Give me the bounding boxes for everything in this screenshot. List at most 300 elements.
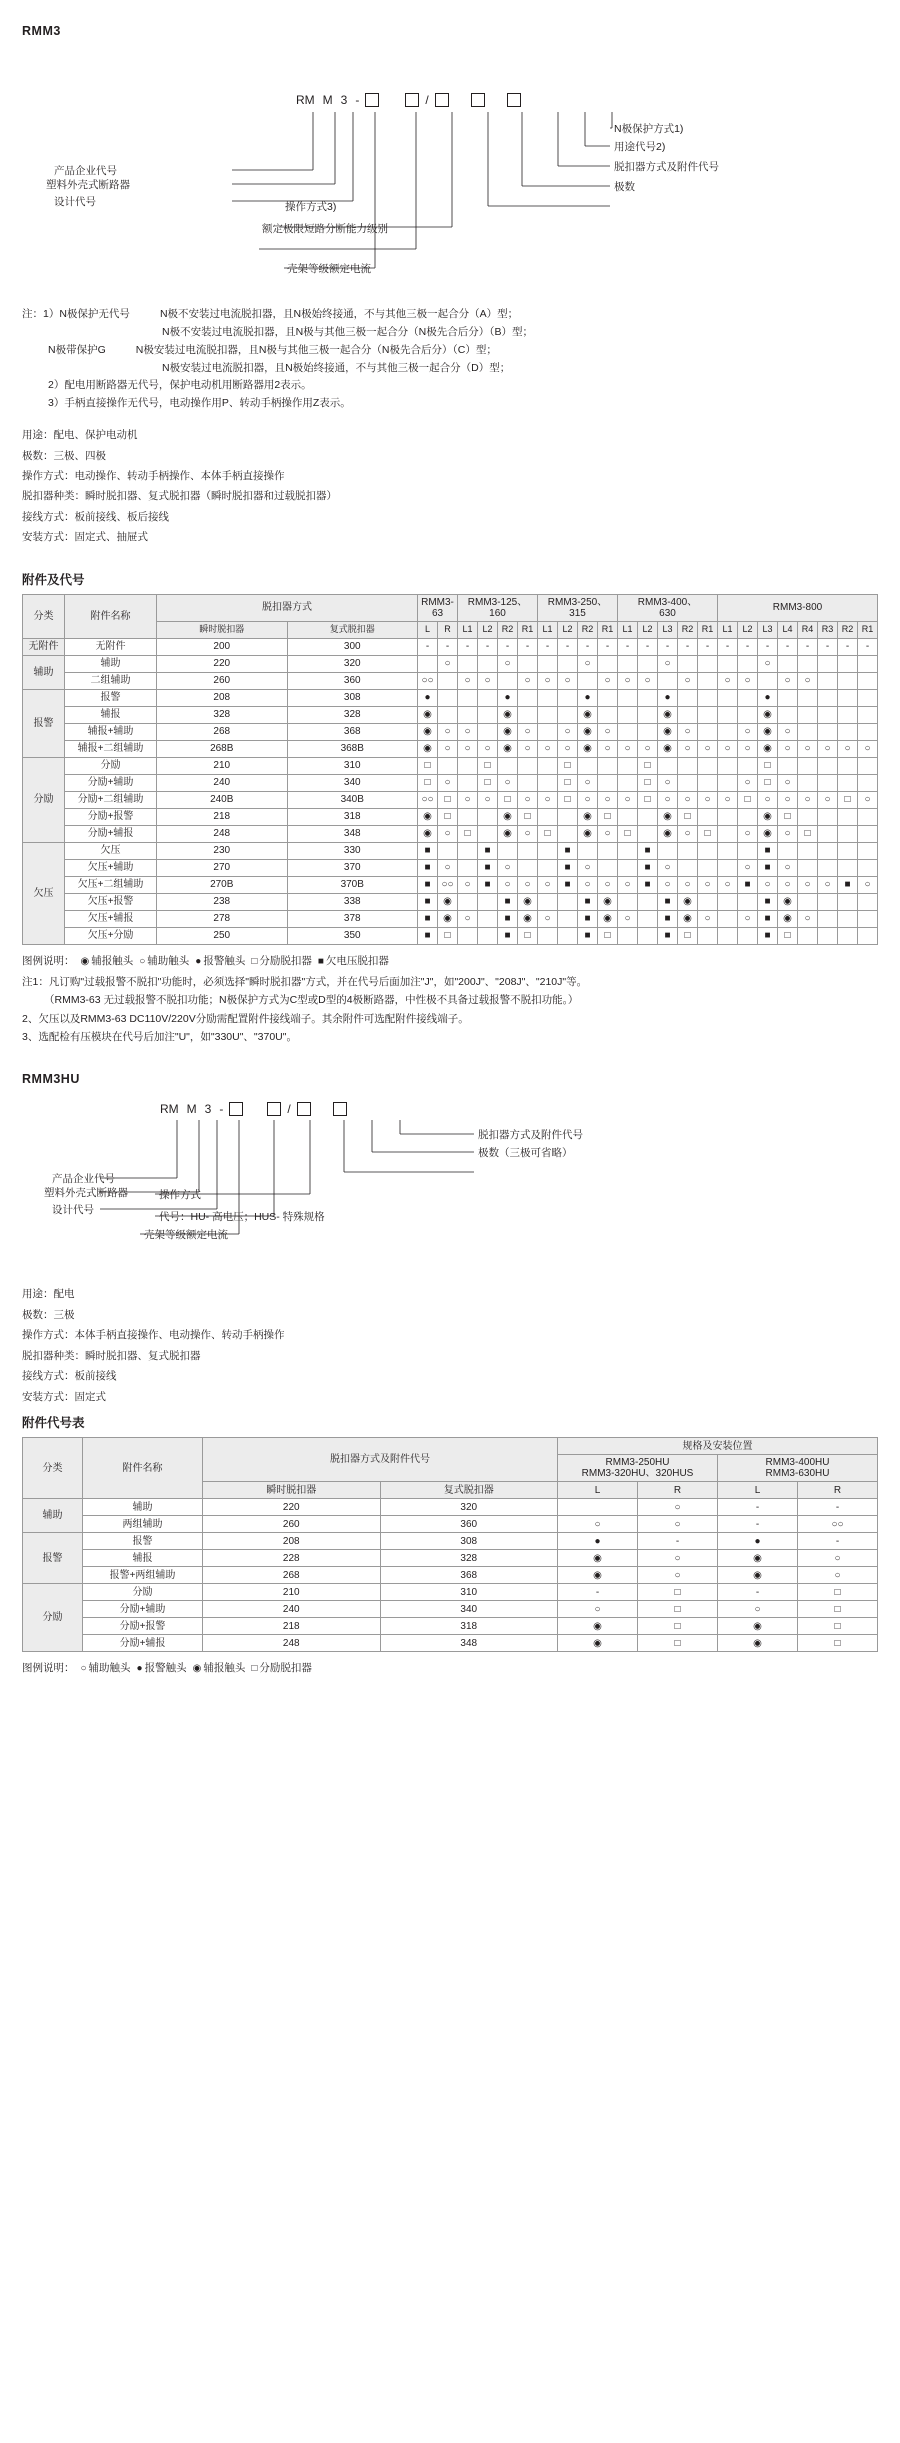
symbol-alarm-contact [424, 693, 430, 703]
symbol-shunt-release [784, 812, 790, 822]
cell-mark [718, 1516, 798, 1533]
table-row [23, 1567, 878, 1584]
cell-mark [478, 672, 498, 689]
cell-mark [638, 791, 658, 808]
spec-item: 操作方式：本体手柄直接操作、电动操作、转动手柄操作 [22, 1329, 285, 1342]
cell-mark [538, 723, 558, 740]
cell-mark [438, 859, 458, 876]
cell-mark [778, 842, 798, 859]
cell-mark [778, 825, 798, 842]
symbol-shunt-release [564, 795, 570, 805]
label-right-0: 脱扣器方式及附件代号 [478, 1129, 583, 1142]
legend-symbol [137, 1664, 143, 1674]
cell-code-instant: 270 [157, 859, 288, 876]
symbol-aux-contact [804, 676, 810, 686]
cell-mark [518, 774, 538, 791]
symbol-shunt-release [604, 931, 610, 941]
cell-mark [638, 689, 658, 706]
th-trip: 脱扣器方式 [157, 594, 418, 621]
symbol-aux-alarm-contact [763, 710, 772, 720]
table-row [23, 927, 878, 944]
th-pos-R2: R2 [578, 621, 598, 638]
symbol-dash [706, 642, 709, 652]
cell-mark [478, 774, 498, 791]
cell-mark [738, 723, 758, 740]
symbol-dash [726, 642, 729, 652]
cell-mark [778, 893, 798, 910]
symbol-shunt-release [684, 812, 690, 822]
cell-mark [658, 910, 678, 927]
symbol-aux-contact [724, 795, 730, 805]
accessory-table [22, 594, 878, 945]
symbol-dash [526, 642, 529, 652]
cell-name: 辅报 [65, 706, 157, 723]
hu-accessory-table [22, 1437, 878, 1652]
legend-prefix: 图例说明： [22, 954, 75, 967]
cell-mark [718, 910, 738, 927]
cell-mark [498, 842, 518, 859]
cell-mark [858, 638, 878, 655]
cell-mark [698, 638, 718, 655]
legend-text: 报警触头 [203, 954, 246, 967]
cell-mark [678, 791, 698, 808]
code-m: M [322, 93, 333, 107]
symbol-aux-contact [664, 795, 670, 805]
legend-text: 报警触头 [144, 1662, 187, 1675]
cell-name: 欠压 [65, 842, 157, 859]
cell-mark [458, 740, 478, 757]
th-spec: 规格及安装位置 [558, 1438, 878, 1455]
cell-mark [678, 655, 698, 672]
th-group-2: RMM3-250、 315 [538, 594, 618, 621]
cell-mark [578, 757, 598, 774]
cell-mark [418, 740, 438, 757]
cell-mark [538, 927, 558, 944]
symbol-aux-contact [524, 744, 530, 754]
symbol-aux-alarm-contact [593, 1622, 602, 1632]
cell-mark [518, 910, 538, 927]
cell-category: 无附件 [23, 638, 65, 655]
th-category: 分类 [23, 594, 65, 638]
cell-code-instant: 238 [157, 893, 288, 910]
cell-code-composite: 368B [287, 740, 418, 757]
spec-item: 用途：配电 [22, 1288, 75, 1301]
symbol-aux-contact [824, 880, 830, 890]
symbol-shunt-release [844, 795, 850, 805]
cell-mark [838, 706, 858, 723]
cell-mark [698, 655, 718, 672]
hu-accessory-legend [22, 1659, 878, 1678]
cell-mark [838, 757, 858, 774]
label-right-6: 壳架等级额定电流 [287, 263, 371, 275]
cell-mark [418, 689, 438, 706]
cell-mark [578, 859, 598, 876]
cell-mark [798, 876, 818, 893]
cell-mark [438, 842, 458, 859]
cell-mark [818, 757, 838, 774]
symbol-undervoltage-release [504, 914, 510, 924]
cell-name: 报警 [65, 689, 157, 706]
table-row [23, 638, 878, 655]
symbol-aux-alarm-contact [583, 744, 592, 754]
symbol-undervoltage-release [584, 931, 590, 941]
symbol-aux-contact [824, 795, 830, 805]
spec-item: 接线方式：板前接线、板后接线 [22, 510, 169, 523]
cell-mark [858, 842, 878, 859]
cell-mark [538, 706, 558, 723]
cell-mark [818, 740, 838, 757]
symbol-aux-contact [664, 778, 670, 788]
cell-mark [438, 927, 458, 944]
symbol-aux-alarm-contact [443, 914, 452, 924]
cell-code-instant: 268 [157, 723, 288, 740]
symbol-undervoltage-release [424, 914, 430, 924]
cell-mark [718, 1584, 798, 1601]
cell-mark [558, 1516, 638, 1533]
symbol-aux-contact [674, 1520, 680, 1530]
symbol-aux-alarm-contact [763, 727, 772, 737]
code-rm: RM [160, 1102, 179, 1117]
cell-mark [758, 672, 778, 689]
symbol-aux-alarm-contact [603, 897, 612, 907]
legend-text: 辅助触头 [88, 1662, 131, 1675]
cell-mark [678, 757, 698, 774]
cell-mark [418, 791, 438, 808]
th-pos-R1: R1 [598, 621, 618, 638]
cell-mark [638, 842, 658, 859]
cell-mark [418, 723, 438, 740]
cell-code-instant: 268B [157, 740, 288, 757]
cell-mark [618, 774, 638, 791]
cell-mark [498, 638, 518, 655]
label-right-4: 壳架等级额定电流 [144, 1229, 228, 1242]
table-row [23, 893, 878, 910]
cell-code-composite: 368 [380, 1567, 558, 1584]
table-row [23, 859, 878, 876]
symbol-aux-contact [584, 778, 590, 788]
cell-mark [638, 638, 658, 655]
cell-mark [578, 825, 598, 842]
legend-text: 辅报触头 [91, 954, 134, 967]
cell-mark [758, 740, 778, 757]
cell-mark [458, 876, 478, 893]
cell-name: 报警 [83, 1533, 203, 1550]
code-dash: - [219, 1102, 224, 1117]
cell-mark [658, 638, 678, 655]
symbol-shunt-release [644, 778, 650, 788]
cell-mark [458, 672, 478, 689]
symbol-aux-contact [724, 676, 730, 686]
cell-name: 二组辅助 [65, 672, 157, 689]
cell-mark [518, 706, 538, 723]
cell-mark [458, 757, 478, 774]
cell-mark [578, 842, 598, 859]
symbol-aux-alarm-contact [593, 1554, 602, 1564]
cell-mark [638, 1516, 718, 1533]
note-row [22, 306, 878, 324]
rmm3-model-code-diagram [22, 46, 878, 296]
cell-mark [798, 638, 818, 655]
symbol-dash [786, 642, 789, 652]
legend-symbol [139, 957, 145, 967]
table-row [23, 825, 878, 842]
th-pos-L: L [718, 1482, 798, 1499]
cell-mark [578, 876, 598, 893]
cell-mark [798, 791, 818, 808]
cell-mark [558, 1584, 638, 1601]
cell-code-composite: 308 [380, 1533, 558, 1550]
code-box-4 [333, 1102, 347, 1116]
symbol-aux-alarm-contact [583, 727, 592, 737]
cell-mark [558, 1499, 638, 1516]
symbol-aux-alarm-contact [663, 829, 672, 839]
cell-name: 两组辅助 [83, 1516, 203, 1533]
cell-mark [598, 638, 618, 655]
symbol-aux-alarm-contact [763, 812, 772, 822]
table-row [23, 1499, 878, 1516]
symbol-aux-alarm-contact [593, 1639, 602, 1649]
cell-name: 辅助 [65, 655, 157, 672]
label-left-0: 产品企业代号 [52, 1173, 115, 1186]
cell-mark [658, 842, 678, 859]
symbol-aux-contact [834, 1571, 840, 1581]
th-name: 附件名称 [65, 594, 157, 638]
symbol-alarm-contact [504, 693, 510, 703]
symbol-dash [566, 642, 569, 652]
label-right-2: 操作方式 [159, 1189, 201, 1202]
symbol-dash [836, 1503, 839, 1513]
symbol-aux-contact [604, 727, 610, 737]
cell-mark [638, 808, 658, 825]
cell-mark [638, 1584, 718, 1601]
cell-code-instant: 210 [203, 1584, 381, 1601]
cell-mark [638, 1601, 718, 1618]
cell-mark [718, 893, 738, 910]
symbol-alarm-contact [664, 693, 670, 703]
symbol-aux-contact [564, 744, 570, 754]
cell-name: 报警+两组辅助 [83, 1567, 203, 1584]
rmm3-leader-lines [22, 46, 878, 296]
symbol-aux-contact-double [831, 1520, 843, 1530]
code-box-3 [435, 93, 449, 107]
cell-mark [818, 638, 838, 655]
cell-mark [638, 740, 658, 757]
th-pos-R: R [798, 1482, 878, 1499]
cell-code-composite: 310 [380, 1584, 558, 1601]
symbol-aux-alarm-contact [753, 1554, 762, 1564]
cell-mark [498, 859, 518, 876]
symbol-shunt-release [624, 829, 630, 839]
cell-mark [798, 1601, 878, 1618]
spec-item: 脱扣器种类：瞬时脱扣器、复式脱扣器 [22, 1349, 201, 1362]
symbol-shunt-release [524, 931, 530, 941]
cell-mark [558, 740, 578, 757]
cell-mark [778, 655, 798, 672]
cell-mark [498, 893, 518, 910]
table-header-row [23, 594, 878, 621]
symbol-aux-contact [564, 727, 570, 737]
cell-mark [798, 1516, 878, 1533]
symbol-undervoltage-release [644, 880, 650, 890]
cell-name: 分励+报警 [83, 1618, 203, 1635]
symbol-aux-contact [674, 1503, 680, 1513]
cell-mark [558, 1550, 638, 1567]
cell-mark [798, 893, 818, 910]
cell-mark [478, 740, 498, 757]
symbol-dash [506, 642, 509, 652]
symbol-aux-contact [624, 676, 630, 686]
cell-mark [618, 927, 638, 944]
cell-mark [558, 1567, 638, 1584]
cell-mark [458, 638, 478, 655]
cell-mark [598, 876, 618, 893]
th-name: 附件名称 [83, 1438, 203, 1499]
symbol-aux-contact [784, 829, 790, 839]
cell-mark [678, 859, 698, 876]
cell-mark [798, 689, 818, 706]
symbol-dash [486, 642, 489, 652]
cell-code-composite: 360 [287, 672, 418, 689]
symbol-shunt-release [804, 829, 810, 839]
cell-mark [858, 893, 878, 910]
cell-mark [558, 757, 578, 774]
cell-mark [718, 825, 738, 842]
cell-mark [758, 655, 778, 672]
symbol-aux-contact [674, 1554, 680, 1564]
symbol-aux-contact [644, 676, 650, 686]
cell-mark [798, 842, 818, 859]
symbol-undervoltage-release [764, 914, 770, 924]
symbol-shunt-release [834, 1639, 840, 1649]
symbol-aux-contact [624, 744, 630, 754]
code-rm: RM [296, 93, 315, 107]
spec-item: 脱扣器种类：瞬时脱扣器、复式脱扣器（瞬时脱扣器和过载脱扣器） [22, 490, 337, 503]
symbol-aux-contact [484, 795, 490, 805]
cell-mark [718, 740, 738, 757]
cell-name: 欠压+分励 [65, 927, 157, 944]
cell-mark [418, 655, 438, 672]
cell-mark [538, 791, 558, 808]
symbol-undervoltage-release [584, 897, 590, 907]
cell-mark [418, 825, 438, 842]
symbol-shunt-release [834, 1622, 840, 1632]
cell-mark [678, 808, 698, 825]
symbol-shunt-release [644, 761, 650, 771]
cell-mark [538, 740, 558, 757]
cell-mark [518, 723, 538, 740]
th-pos-L2: L2 [478, 621, 498, 638]
cell-mark [478, 893, 498, 910]
note-label [22, 360, 132, 378]
cell-mark [798, 672, 818, 689]
cell-mark [538, 638, 558, 655]
cell-mark [838, 808, 858, 825]
cell-name: 欠压+辅报 [65, 910, 157, 927]
cell-mark [838, 774, 858, 791]
hu-table-title: 附件代号表 [22, 1416, 85, 1431]
cell-mark [518, 791, 538, 808]
cell-name: 辅报+辅助 [65, 723, 157, 740]
symbol-undervoltage-release [504, 931, 510, 941]
symbol-shunt-release [644, 795, 650, 805]
rmm3hu-spec-list [22, 1284, 878, 1407]
accessory-notes [22, 973, 878, 1047]
cell-mark [838, 689, 858, 706]
cell-code-composite: 360 [380, 1516, 558, 1533]
cell-mark [538, 808, 558, 825]
symbol-dash [676, 1537, 679, 1547]
cell-mark [618, 808, 638, 825]
symbol-aux-alarm-contact [583, 829, 592, 839]
cell-mark [598, 910, 618, 927]
cell-code-composite: 328 [287, 706, 418, 723]
cell-mark [638, 1499, 718, 1516]
cell-code-instant: 240 [157, 774, 288, 791]
cell-mark [658, 876, 678, 893]
cell-mark [738, 791, 758, 808]
cell-name: 欠压+辅助 [65, 859, 157, 876]
label-right-4: 操作方式3) [285, 201, 337, 213]
symbol-aux-contact [784, 727, 790, 737]
cell-mark [798, 1499, 878, 1516]
cell-mark [778, 706, 798, 723]
legend-symbol [81, 957, 90, 967]
cell-mark [558, 774, 578, 791]
legend-prefix: 图例说明： [22, 1662, 75, 1675]
cell-mark [778, 791, 798, 808]
symbol-aux-contact [764, 795, 770, 805]
cell-mark [658, 706, 678, 723]
symbol-aux-contact [684, 829, 690, 839]
table-row [23, 910, 878, 927]
symbol-undervoltage-release [664, 914, 670, 924]
cell-name: 辅助 [83, 1499, 203, 1516]
symbol-aux-alarm-contact [753, 1639, 762, 1649]
cell-mark [638, 893, 658, 910]
th-group-1: RMM3-400HU RMM3-630HU [718, 1455, 878, 1482]
cell-mark [598, 842, 618, 859]
cell-category: 报警 [23, 689, 65, 757]
cell-mark [798, 825, 818, 842]
symbol-shunt-release [424, 778, 430, 788]
cell-mark [518, 655, 538, 672]
th-pos-R3: R3 [818, 621, 838, 638]
symbol-dash [626, 642, 629, 652]
symbol-aux-contact [564, 676, 570, 686]
symbol-aux-contact [504, 659, 510, 669]
table-row [23, 689, 878, 706]
cell-mark [498, 655, 518, 672]
cell-mark [758, 927, 778, 944]
cell-mark [758, 757, 778, 774]
cell-mark [418, 876, 438, 893]
cell-mark [678, 842, 698, 859]
symbol-aux-alarm-contact [753, 1571, 762, 1581]
symbol-aux-alarm-contact [753, 1622, 762, 1632]
code-box-2 [405, 93, 419, 107]
cell-mark [498, 740, 518, 757]
legend-text: 欠电压脱扣器 [325, 954, 389, 967]
cell-mark [438, 808, 458, 825]
th-group-0: RMM3- 63 [418, 594, 458, 621]
cell-mark [638, 859, 658, 876]
symbol-aux-alarm-contact [503, 812, 512, 822]
symbol-alarm-contact [764, 693, 770, 703]
cell-code-instant: 228 [203, 1550, 381, 1567]
cell-mark [838, 876, 858, 893]
symbol-aux-contact [784, 880, 790, 890]
cell-code-instant: 230 [157, 842, 288, 859]
